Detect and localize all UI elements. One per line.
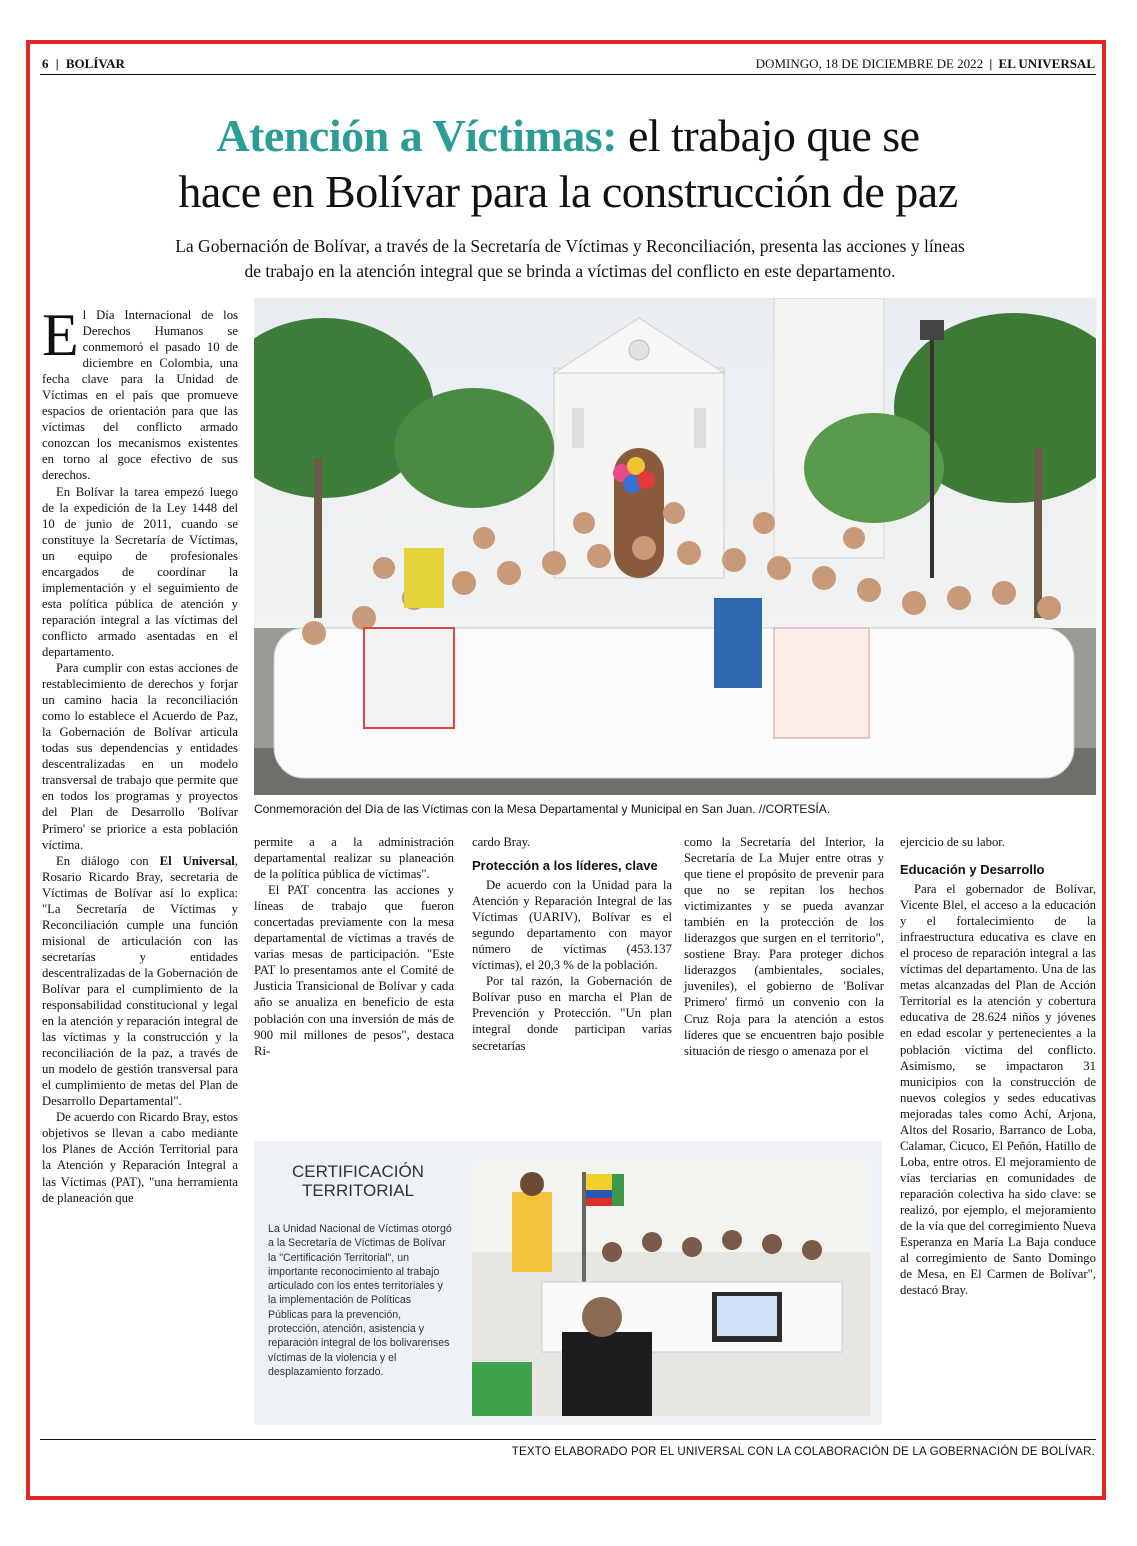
subheadline-line1: La Gobernación de Bolívar, a través de la Secretaría de Víctimas y Reconciliación, presenta las acciones y líneas	[175, 236, 965, 256]
paragraph: De acuerdo con Ricardo Bray, estos objetivos se llevan a cabo mediante los Planes de Acción Territorial para la Atención y Reparación Integral a las Víctimas (PAT), "una herramienta de planeación que	[42, 1110, 238, 1205]
paragraph: cardo Bray.	[472, 835, 531, 849]
paragraph: El PAT concentra las acciones y líneas de trabajo que fueron concertadas previamente con la mesa departamental de víctimas a través de varias mesas de participación. "Este PAT lo presentamos ante el Comité de Justicia Transicional de Bolívar y cada año se anualiza en beneficio de esta población con una inversión de más de 900 mil millones de pesos", destaca Ri-	[254, 883, 454, 1058]
sidebar-title-line2: TERRITORIAL	[301, 1181, 415, 1200]
paragraph-text: , Rosario Ricardo Bray, secretaria de Víctimas de Bolívar así lo explica: "La Secretaría de Víctimas y Reconciliación cumple una función misional de articulación con las secretarías y entidades descentralizadas de la Gobernación de Bolívar para el cumplimiento de la responsabilidad constitucional y legal en la atención y reparación integral de las víctimas y la construcción y la reconciliación de la paz, a través de un modelo de gestión transversal para el cumplimiento de metas del Plan de Desarrollo Departamental".	[42, 853, 238, 1109]
publication-name: EL UNIVERSAL	[998, 56, 1095, 71]
meeting-photo	[472, 1162, 870, 1416]
article-column-5	[900, 834, 1096, 1298]
paragraph: De acuerdo con la Unidad para la Atención y Reparación Integral de las Víctimas (UARIV), Bolívar es el segundo departamento con mayor número de víctimas (453.137 víctimas), el 20,3 % de la población.	[472, 878, 672, 973]
paragraph: ejercicio de su labor.	[900, 835, 1005, 849]
page-header-right: DOMINGO, 18 DE DICIEMBRE DE 2022 | EL UNIVERSAL	[755, 56, 1095, 71]
paragraph: Para cumplir con estas acciones de restablecimiento de derechos y forjar un camino hacia la reconciliación como lo establece el Acuerdo de Paz, la Gobernación de Bolívar articula todas sus dependencias y entidades descentralizadas en un modelo transversal de trabajo que permite que en todos los programas y proyectos del Plan de Desarrollo 'Bolívar Primero' se priorice a esta población víctima.	[42, 661, 238, 852]
publication-mention: El Universal	[159, 853, 235, 868]
page-number: 6	[42, 56, 49, 71]
meeting-illustration	[472, 1162, 870, 1416]
footer-rule	[40, 1439, 1096, 1440]
header-rule	[40, 74, 1096, 75]
article-column-2	[254, 834, 454, 1059]
main-photo	[254, 298, 1096, 795]
sidebar-title	[268, 1162, 448, 1200]
paragraph-text: l Día Internacional de los Derechos Humanos se conmemoró el pasado 10 de diciembre en Colombia, una fecha clave para la Unidad de Víctimas en el país que promueve espacios de orientación para que las víctimas del conflicto armado conozcan los mecanismos existentes en torno al goce efectivo de sus derechos.	[42, 308, 238, 483]
sidebar-title-line1: CERTIFICACIÓN	[292, 1162, 424, 1181]
article-column-3	[472, 834, 672, 1054]
paragraph: Para el gobernador de Bolívar, Vicente Blel, el acceso a la educación y el fortalecimiento de la infraestructura educativa es clave en el proceso de reparación integral a las víctimas del departamento. Una de las metas alcanzadas del Plan de Acción Territorial es la atención y cobertura educativa de 28.624 niños y jóvenes en edad escolar y pertenecientes a la población víctima del conflicto. Asimismo, se impactaron 31 municipios con la construcción de nuevos colegios y sedes educativas mejoradas tales como Achí, Arjona, Altos del Rosario, Barranco de Loba, Calamar, Cicuco, El Peñón, Hatillo de Loba, entre otros. El mejoramiento de vías terciarias en comunidades de reparación colectiva ha sido clave: se realizó, por ejemplo, el mejoramiento de la vía que del corregimiento Nueva Esperanza en María La Baja conduce al corregimiento de Santo Domingo de Mesa, en El Carmen de Bolívar", destacó Bray.	[900, 882, 1096, 1298]
footer-credit: TEXTO ELABORADO POR EL UNIVERSAL CON LA COLABORACIÓN DE LA GOBERNACIÓN DE BOLÍVAR.	[511, 1446, 1095, 1458]
paragraph: En Bolívar la tarea empezó luego de la expedición de la Ley 1448 del 10 de junio de 2011, cuando se constituye la Secretaría de Víctimas, un equipo de profesionales encargados de coordinar la implementación y el seguimiento de esta política pública de atención y reparación integral a las víctimas del conflicto armado asentadas en el departamento.	[42, 484, 238, 659]
issue-date: DOMINGO, 18 DE DICIEMBRE DE 2022	[755, 56, 984, 71]
page-header-left: 6 | BOLÍVAR	[42, 56, 125, 71]
section-subtitle: Educación y Desarrollo	[900, 862, 1045, 878]
drop-cap: E	[42, 302, 79, 368]
paragraph: Por tal razón, la Gobernación de Bolívar puso en marcha el Plan de Prevención y Protección. "Un plan integral donde participan varias secretarías	[472, 974, 672, 1053]
group-photo-illustration	[254, 298, 1096, 795]
photo-caption: Conmemoración del Día de las Víctimas con la Mesa Departamental y Municipal en San Juan. //CORTESÍA.	[254, 802, 831, 816]
article-column-4	[684, 834, 884, 1059]
sidebar-text: La Unidad Nacional de Víctimas otorgó a la Secretaría de Víctimas de Bolívar la "Certificación Territorial", un importante reconocimiento al trabajo articulado con los entes territoriales y la implementación de Políticas Públicas para la prevención, protección, atención, asistencia y reparación integral de los bolivarenses víctimas de la violencia y el desplazamiento forzado.	[268, 1223, 452, 1378]
headline	[40, 108, 1096, 220]
subheadline	[130, 234, 1010, 284]
paragraph-text: En diálogo con	[56, 853, 160, 868]
headline-line1: el trabajo que se	[627, 110, 920, 161]
paragraph: permite a a la administración departamental realizar su planeación de la política pública de víctimas".	[254, 835, 454, 882]
section-subtitle: Protección a los líderes, clave	[472, 858, 658, 874]
paragraph: como la Secretaría del Interior, la Secretaría de La Mujer entre otras y que tiene el propósito de prevenir para que no se repitan los hechos victimizantes y se pueda avanzar también en la protección de los liderazgos que surgen en el territorio", sostiene Bray. Para proteger dichos liderazgos (ambientales, sociales, juveniles), el gobierno de 'Bolívar Primero' firmó un convenio con la Cruz Roja para la atención a estos líderes que se encuentren bajo posible situación de riesgo o amenaza por el	[684, 835, 884, 1058]
subheadline-line2: de trabajo en la atención integral que se brinda a víctimas del conflicto en este departamento.	[244, 261, 896, 281]
paragraph	[42, 853, 238, 1110]
headline-accent: Atención a Víctimas:	[216, 110, 617, 161]
section-name: BOLÍVAR	[65, 56, 125, 71]
article-column-1	[42, 302, 238, 1206]
paragraph	[42, 302, 238, 484]
headline-line2: hace en Bolívar para la construcción de paz	[178, 166, 958, 217]
